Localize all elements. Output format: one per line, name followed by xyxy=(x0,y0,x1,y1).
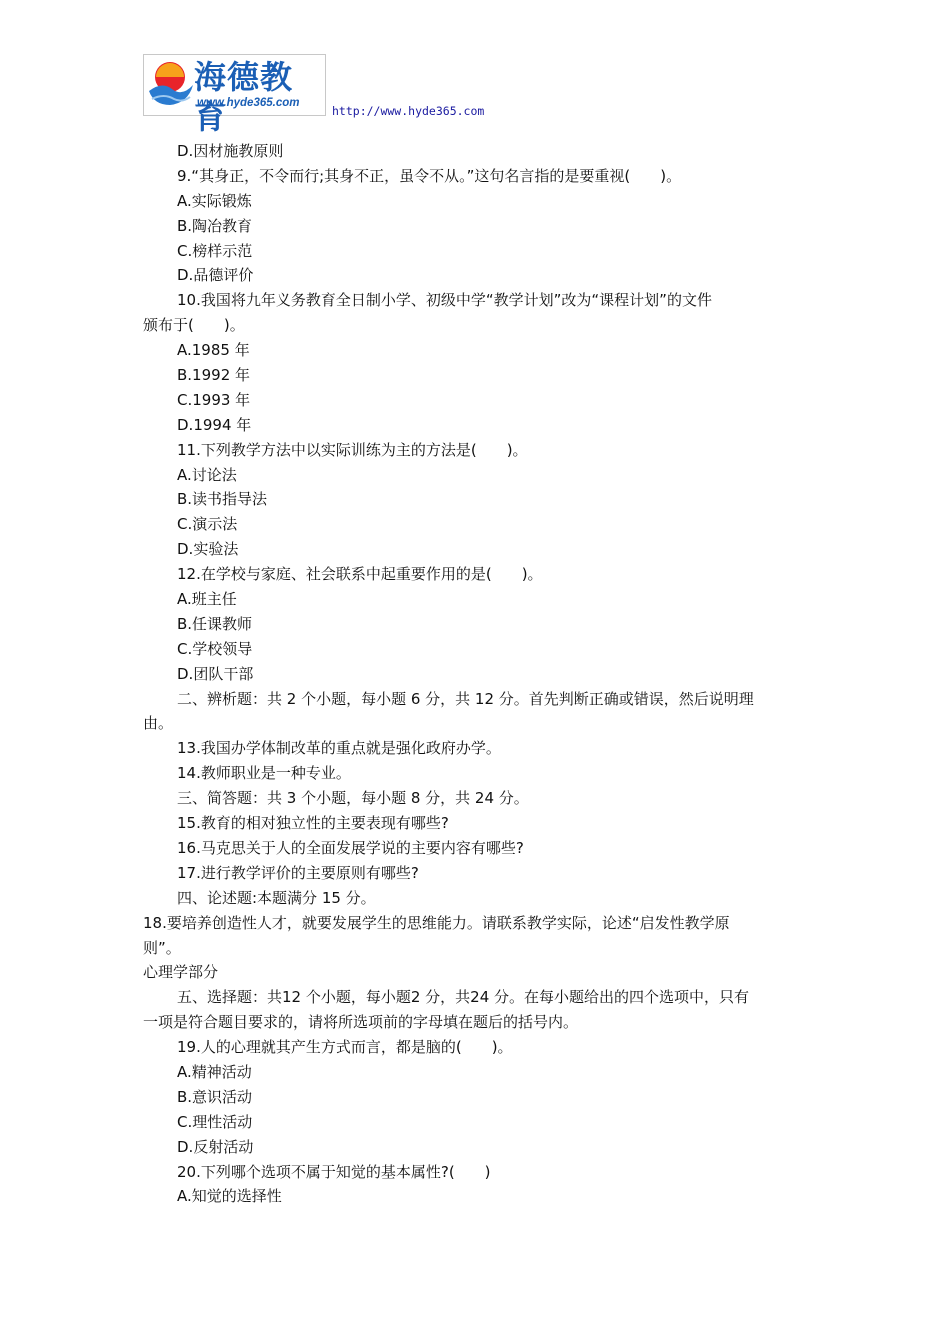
text-line: 五、选择题：共12 个小题，每小题2 分，共24 分。在每小题给出的四个选项中，只有 xyxy=(177,988,750,1007)
text-line: 二、辨析题：共 2 个小题，每小题 6 分，共 12 分。首先判断正确或错误，然后说明理 xyxy=(177,689,754,708)
text-line: 19.人的心理就其产生方式而言，都是脑的( )。 xyxy=(177,1038,513,1057)
text-line: 四、论述题:本题满分 15 分。 xyxy=(177,888,376,907)
text-line: 17.进行教学评价的主要原则有哪些? xyxy=(177,863,419,882)
page-header xyxy=(143,54,543,136)
text-line: B.意识活动 xyxy=(177,1087,253,1106)
text-line: 由。 xyxy=(143,714,174,733)
text-line: 16.马克思关于人的全面发展学说的主要内容有哪些? xyxy=(177,838,524,857)
text-line: B.读书指导法 xyxy=(177,490,268,509)
text-line: A.实际锻炼 xyxy=(177,191,252,210)
logo-url: www.hyde365.com xyxy=(197,97,300,109)
text-line: D.因材施教原则 xyxy=(177,142,284,160)
text-line: 20.下列哪个选项不属于知觉的基本属性?( ) xyxy=(177,1162,491,1181)
text-line: D.品德评价 xyxy=(177,266,254,285)
logo-title: 海德教育 xyxy=(194,58,294,136)
text-line: C.理性活动 xyxy=(177,1112,253,1131)
document-body xyxy=(143,139,813,1209)
text-line: 三、简答题：共 3 个小题，每小题 8 分，共 24 分。 xyxy=(177,789,529,808)
text-line: A.讨论法 xyxy=(177,465,237,484)
text-line: A.1985 年 xyxy=(177,341,250,360)
text-line: C.学校领导 xyxy=(177,639,253,658)
text-line: 9.“其身正，不令而行;其身不正，虽令不从。”这句名言指的是要重视( )。 xyxy=(177,166,682,185)
logo-emblem-icon xyxy=(146,57,196,113)
text-line: 13.我国办学体制改革的重点就是强化政府办学。 xyxy=(177,739,501,758)
text-line: 11.下列教学方法中以实际训练为主的方法是( )。 xyxy=(177,440,528,459)
text-line: B.1992 年 xyxy=(177,366,251,385)
text-line: C.1993 年 xyxy=(177,390,251,409)
text-line: 14.教师职业是一种专业。 xyxy=(177,764,351,783)
text-line: 心理学部分 xyxy=(143,963,219,982)
text-line: A.班主任 xyxy=(177,590,237,609)
text-line: 15.教育的相对独立性的主要表现有哪些? xyxy=(177,814,449,833)
text-line: 18.要培养创造性人才，就要发展学生的思维能力。请联系教学实际，论述“启发性教学原 xyxy=(143,913,730,932)
text-line: 12.在学校与家庭、社会联系中起重要作用的是( )。 xyxy=(177,565,543,584)
text-line: D.1994 年 xyxy=(177,415,252,434)
text-line: 颁布于( )。 xyxy=(143,316,245,335)
text-line: C.演示法 xyxy=(177,515,238,534)
text-line: A.精神活动 xyxy=(177,1062,252,1081)
text-line: 10.我国将九年义务教育全日制小学、初级中学“教学计划”改为“课程计划”的文件 xyxy=(177,291,712,310)
text-line: C.榜样示范 xyxy=(177,241,253,260)
header-url-link[interactable]: http://www.hyde365.com xyxy=(332,104,485,118)
text-line: D.反射活动 xyxy=(177,1137,254,1156)
text-line: 一项是符合题目要求的，请将所选项前的字母填在题后的括号内。 xyxy=(143,1013,579,1032)
text-line: B.陶冶教育 xyxy=(177,216,253,235)
text-line: A.知觉的选择性 xyxy=(177,1187,282,1206)
text-line: 则”。 xyxy=(143,938,181,957)
text-line: D.团队干部 xyxy=(177,664,254,683)
text-line: B.任课教师 xyxy=(177,614,253,633)
logo xyxy=(143,54,326,136)
text-line: D.实验法 xyxy=(177,540,239,559)
